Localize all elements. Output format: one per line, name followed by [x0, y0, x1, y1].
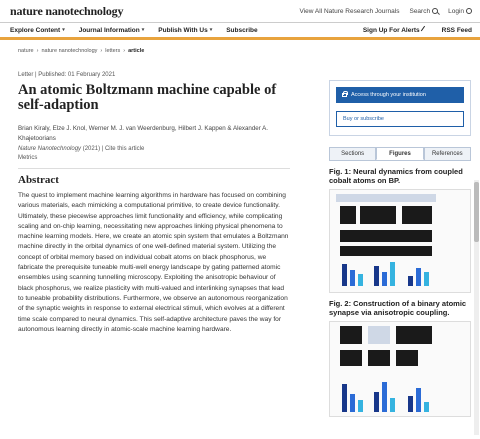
access-box	[329, 80, 471, 136]
rss-feed-link[interactable]	[442, 27, 472, 34]
figure-panel	[396, 326, 432, 344]
top-links	[300, 8, 472, 15]
scrollbar-thumb[interactable]	[474, 182, 479, 242]
search-label: Search	[409, 7, 431, 15]
cite-link[interactable]: Cite this article	[104, 146, 145, 152]
figure-bar	[408, 276, 413, 286]
article-main	[18, 72, 290, 335]
sidebar-tabs	[329, 147, 471, 161]
figure-panel	[340, 350, 362, 366]
metrics-link[interactable]: Metrics	[18, 155, 38, 161]
figure-bar	[342, 264, 347, 286]
tab-references[interactable]: References	[424, 147, 471, 160]
breadcrumb-separator: ›	[123, 48, 126, 54]
figure-bar	[382, 382, 387, 412]
figure-bar	[374, 392, 379, 412]
figure-bar	[416, 388, 421, 412]
figure-panel	[396, 350, 418, 366]
figure-panel	[340, 230, 432, 242]
journal-logo[interactable]: nature nanotechnology	[10, 3, 124, 18]
figure-1-thumbnail[interactable]	[329, 189, 471, 293]
figure-bar	[416, 268, 421, 286]
breadcrumb-letters[interactable]: letters	[105, 48, 121, 54]
main-nav	[0, 22, 480, 40]
buy-label: Buy or subscribe	[343, 116, 384, 122]
figure-panel	[402, 206, 432, 224]
view-all-journals-link[interactable]	[300, 8, 400, 15]
abstract-heading: Abstract	[18, 174, 59, 186]
access-label: Access through your institution	[351, 92, 426, 98]
journal-citation: Nature Nanotechnology (2021) | Cite this article	[18, 146, 145, 152]
tab-figures[interactable]: Figures	[376, 147, 423, 160]
search-icon	[432, 8, 438, 14]
figure-bar	[350, 394, 355, 412]
divider	[18, 168, 290, 169]
nav-explore-content[interactable]	[10, 27, 65, 34]
nav-subscribe-label: Subscribe	[226, 26, 258, 34]
figure-bar	[408, 396, 413, 412]
buy-subscribe-button[interactable]	[336, 111, 464, 127]
figure-bar	[350, 270, 355, 286]
breadcrumb-separator: ›	[100, 48, 103, 54]
abstract-text: The quest to implement machine learning algorithms in hardware has focused on combining various materials, each mimicking a computational primitive, to create device functionality. Ultimately, these piecewise approaches limit functionality and efficiency, while complicating scaling and on-chip learning, necessitating new approaches linking physical phenomena to machine learning models. Here, we create an atomic spin system that emulates a Boltzmann machine directly in the orbital dynamics of one well-defined material system. Utilizing the concept of orbital memory based on individual cobalt atoms on black phosphorus, we fabricate the prerequisite tuneable multi-well energy landscape by gating patterned atomic ensembles using scanning tunnelling microscopy. Exploiting the anisotropic behaviour of black phosphorus, we realize plasticity with multi-valued and interlinking synapses that lead to tuneable probability distributions. Furthermore, we observe an autonomous reorganization of the synaptic weights in response to external electrical stimuli, which evolves at a different time scale compared to neural dynamics. This self-adaptive architecture paves the way for autonomous learning directly in atomic-scale machine learning hardware.	[18, 192, 289, 333]
journal-year: (2021)	[82, 146, 101, 152]
search-link[interactable]	[409, 8, 438, 15]
nav-subscribe[interactable]	[226, 27, 257, 34]
figure-panel	[368, 350, 390, 366]
figure-panel	[360, 206, 396, 224]
bell-icon	[420, 26, 428, 34]
breadcrumb-separator: ›	[36, 48, 39, 54]
figure-2-title[interactable]: Fig. 2: Construction of a binary atomic synapse via anisotropic coupling.	[329, 299, 467, 317]
view-all-label: View All Nature Research Journals	[299, 7, 400, 15]
breadcrumb-journal[interactable]: nature nanotechnology	[41, 48, 98, 54]
breadcrumb	[0, 40, 480, 54]
login-link[interactable]	[448, 8, 472, 15]
figure-panel	[340, 326, 362, 344]
article-meta: Letter | Published: 01 February 2021	[18, 72, 116, 78]
top-header	[0, 0, 480, 22]
chevron-down-icon: ▾	[209, 27, 213, 33]
user-icon	[466, 8, 472, 14]
login-label: Login	[448, 7, 464, 15]
figure-2-thumbnail[interactable]	[329, 321, 471, 417]
chevron-down-icon: ▾	[141, 27, 145, 33]
article-title: An atomic Boltzmann machine capable of self-adaption	[18, 82, 277, 113]
figure-bar	[424, 272, 429, 286]
article-type: Letter	[18, 72, 34, 78]
nav-publish-label: Publish With Us	[158, 26, 208, 34]
breadcrumb-nature[interactable]: nature	[18, 48, 34, 54]
nav-journal-label: Journal Information	[78, 26, 140, 34]
figure-panel	[336, 194, 436, 202]
journal-name[interactable]: Nature Nanotechnology	[18, 146, 82, 152]
rss-label: RSS Feed	[441, 26, 472, 34]
figure-panel	[368, 326, 390, 344]
figure-bar	[390, 262, 395, 286]
figure-bar	[358, 274, 363, 286]
published-date: Published: 01 February 2021	[38, 72, 116, 78]
figure-bar	[424, 402, 429, 412]
alerts-label: Sign Up For Alerts	[362, 26, 420, 34]
tab-sections[interactable]: Sections	[329, 147, 376, 160]
sign-up-alerts-link[interactable]	[363, 27, 428, 34]
figure-bar	[382, 272, 387, 286]
lock-icon	[342, 93, 347, 97]
figure-bar	[342, 384, 347, 412]
figure-bar	[358, 400, 363, 412]
sidebar	[329, 80, 471, 417]
figure-1-title[interactable]: Fig. 1: Neural dynamics from coupled cobalt atoms on BP.	[329, 167, 463, 185]
figure-panel	[340, 206, 356, 224]
figure-bar	[374, 266, 379, 286]
chevron-down-icon: ▾	[62, 27, 65, 33]
author-list[interactable]: Brian Kiraly, Elze J. Knol, Werner M. J. van Weerdenburg, Hilbert J. Kappen & Alexander A. Khajetoorians	[18, 125, 269, 142]
figure-panel	[340, 246, 432, 256]
nav-publish-with-us[interactable]	[158, 27, 212, 34]
nav-explore-label: Explore Content	[10, 26, 61, 34]
access-institution-button[interactable]	[336, 87, 464, 103]
figure-bar	[390, 398, 395, 412]
nav-journal-information[interactable]	[79, 27, 145, 34]
breadcrumb-article: article	[128, 48, 145, 54]
